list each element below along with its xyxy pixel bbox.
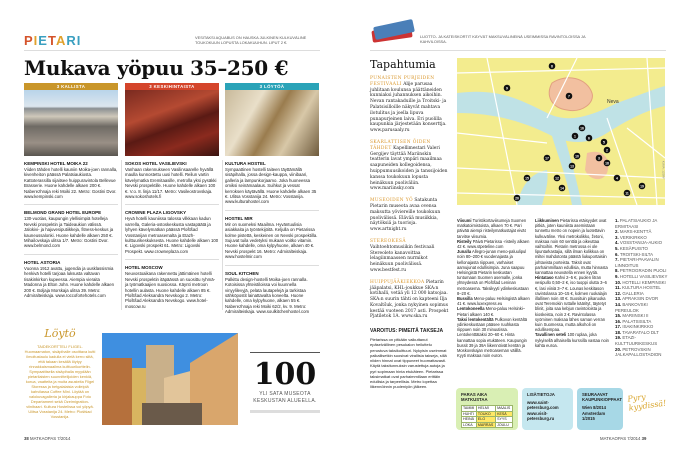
info-text: Allegro-junan meno-paluulipul noin 80–200 € vuodenajasta ja kellonajasta riippuen, varhaiset aamujunat edullisimpia. Juna saapuu Helsingistä Pietarin keskustan tuntumaan Suomen asemalle, jonka yhteydessä on Ploštšad Leninan metroasema. Taksikyyti ydinkeskustaan 8–20 €. <box>457 249 529 296</box>
link[interactable]: www.saint-petersburg.com <box>527 400 559 411</box>
info-key: Lentokoneella <box>457 306 485 312</box>
month-cell: HUHTI <box>462 411 477 417</box>
info-key: Junalla <box>457 249 472 255</box>
more-info-title: LISÄTIETOJA <box>527 392 555 397</box>
event-name: MUSEOIDEN YÖ <box>370 198 414 204</box>
legend-item <box>615 218 669 229</box>
map-marker-number: 18 <box>605 161 609 166</box>
photo-credit: KUVA: 123RF <box>661 160 666 180</box>
page-title: Mukava yöpuu 35–250 € <box>24 56 289 80</box>
divider <box>370 50 666 51</box>
river-label: Neva <box>607 99 619 105</box>
event-text: Kapellimestari Valeri Gergijev täyttää Mariinskin teatterin lavat ympäri maailmaa saapuneiden kollegoidensa, huippumuusikoiden ja tanssijoiden kanssa toukokuun lopusta heinäkuun puoliväliin. www.mariinsky.com <box>370 145 448 192</box>
month-cell: TOUKO <box>476 411 495 417</box>
column-midrange <box>125 83 219 314</box>
stat-caption: YLI SATA MUSEOTA KESKUSTAN ALUEELLA. <box>253 391 317 404</box>
event-text: Alije parusaa juhlitaan koulunsa päättäneiden kunniaksi juhannuksen aikoihin. Nevan rantakaduille ja Troitski- ja Palatsisilloille näkyvät mahtava ilotulitus ja joella lipuva punapurjeinen laiva. Eri puolilla kaupunkia järjestetään konserttja. www.parusaaly.ru <box>370 81 447 134</box>
legend-number: 5. <box>615 245 619 251</box>
info-text: Päivä Pietarissa -risteily alkaen 42 €. www.stpeteline.com <box>457 238 530 250</box>
legend-number: 17. <box>615 324 622 330</box>
legend-number: 14. <box>615 301 622 307</box>
best-time-title: PARAS AIKA MATKUSTAA <box>461 392 488 403</box>
section-logo <box>24 33 81 48</box>
info-text: Meno-paluu Helsingistä alkaen 41 €. www.luxexpress.eu <box>457 296 530 307</box>
months-table <box>461 405 513 428</box>
next-guide: Wien 8/2014 <box>582 405 606 411</box>
legend-number: 4. <box>615 240 619 246</box>
legend-label: TAVARATALO DLT <box>622 329 659 335</box>
legend-number: 16. <box>615 318 622 324</box>
hostel-photo <box>225 90 319 156</box>
map-marker-number: 15 <box>525 176 529 181</box>
page-footer-right <box>600 436 646 441</box>
event-name: PUNAISTEN PURJEIDEN FESTIVAALI <box>370 76 435 87</box>
hotel-description: Vuonna 1912 avattu, jugendia ja uusklassismia henkivä hotelli tarjoaa luksusta valtavan Iisakinkirkon kupeessa. Aiempia vieraita Madonna ja Elton John. Huone kahdelle alkaen 200 €. Boljaja Morskaja ulitsa 39. Metro: Admiralteiskaja. www.roccofortehotels.com <box>24 265 115 298</box>
hotel-name: SOKOS HOTEL VASILIEVSKI <box>125 161 187 166</box>
page-number: 38 <box>24 436 29 441</box>
legend-number: 10. <box>615 279 622 285</box>
events-title: Tapahtumia <box>370 58 436 71</box>
map-marker-number: 12 <box>555 176 559 181</box>
legend-label: MARS-KENTTÄ <box>619 229 652 235</box>
legend-label: MARIINSKI II <box>622 313 649 319</box>
magazine-name: MATKAOPAS 7/2014 <box>600 436 641 441</box>
hotel-description: Mir on suomeksi Maailma. Hyväntuulisia asiakkaita ja työntekijöitä. Keljulla on Pietarissa kolme pistettä, keskeinen on Nevski prospektilla. Sujuvat tuila vedetyksi mukaan voitko vitamin. Huone kahdelle, oma kylpyhuone, alkaen 40 €. Nevski prospekt 16. Metro: Admiralteiskaja. www.hostelmir.com <box>225 221 318 260</box>
hotel-name: KULTURA HOSTEL <box>225 161 266 166</box>
info-key: Bussilla <box>457 296 473 302</box>
logo-letter: I <box>33 33 39 48</box>
info-text: Meno-paluu Helsinki–Pietari alkaen 140 €. <box>457 306 526 317</box>
legend-label: ISAKINKIRKKO <box>622 324 654 330</box>
event-text: Satakunta Pietarin museota avaa ovensa maksutta yöviereille toukokuun puolivälissä. Elävää musiikkia, näytöksiä ja tuorioja. www.artnight.ru <box>370 198 441 233</box>
map-marker-number: 13 <box>570 164 574 169</box>
hotel-name: HOTEL MOSCOW <box>125 265 163 271</box>
legend-number: 8. <box>615 268 619 274</box>
info-paragraph <box>535 218 609 275</box>
month-cell: TAMMI <box>462 406 477 412</box>
hotel-room-photo <box>125 90 219 156</box>
next-guide: Amsterdam 1/2015 <box>582 410 606 421</box>
month-cell: ELO <box>476 417 495 423</box>
divider <box>222 160 223 310</box>
legend-number: 1. <box>615 218 619 223</box>
magazine-name: MATKAOPAS 7/2014 <box>29 436 71 441</box>
info-key: Hintataso <box>535 275 554 281</box>
legend-number: 6. <box>615 251 619 257</box>
courtyard-illustration <box>102 333 238 425</box>
header-note: LUOTTO- JA KATEISKORTIT KÄYVÄT MAKSUVÄLINEINÄ USEIMMISSA RAVINTOLOISSA JA KAHVILOISSA. <box>420 34 586 44</box>
event-name: HUIPPUJÄÄKIEKKOA <box>370 279 425 285</box>
page-footer-left <box>24 436 70 441</box>
map-marker-number: 6 <box>588 136 590 141</box>
event-text: Pietarin jääpalatsi, KHL-joukkue SKA:n kotihalli, vetää yli 12 000 katsojaa. SKA:n suurin tähti on kapteeni Ilja Kovaltšuk, jonka nykyinen sopimus kestää vuoteen 2017 asti. Prospekt Pjatiletok 1A. www.ska.ru <box>370 279 449 320</box>
logo-letter: A <box>55 33 67 48</box>
best-time-box <box>456 388 518 430</box>
map-marker-number: 19 <box>640 184 644 189</box>
divider <box>24 50 320 51</box>
legend-label: GALLERIA <box>622 290 644 296</box>
map-marker-number: 7 <box>568 94 570 99</box>
event-name: SKARLATTISEN ÖIDEN TÄHDET <box>370 139 431 151</box>
info-paragraph <box>457 317 531 359</box>
events-column <box>370 58 450 389</box>
info-column-1 <box>457 218 531 358</box>
column-label: 3 LÖYTÖÄ <box>225 83 319 90</box>
hotel-description: Hyvä hotelli kauniissa talossa vilkkaan kadun varrella, Galeria-ostoskeskusta vastapäätä ja lyhyen kävelymatkan päässä Ploštšad Vosstanijan metroasemalta ja Etazh-kulttuurikeskuksesta. Huone kahdelle alkaen 100 €. Ligovski prospekt 61. Metro: Ligovski Prospekt. www.crowneplaza.com <box>125 216 219 254</box>
info-key: Liikkuminen <box>535 218 559 223</box>
month-cell: SYYS <box>496 417 513 423</box>
warning-title: VAROITUS: PIMEITÄ TAKSEJA <box>370 328 444 335</box>
info-paragraph <box>457 239 531 249</box>
page-number: 39 <box>641 436 647 441</box>
info-paragraph <box>457 249 531 296</box>
hotel-name: BELMOND GRAND HOTEL EUROPE <box>24 210 102 216</box>
hotel-description: Neuvostoaikana rakennettu jättimäinen hotelli Nevski prospektin itäpäässä on suosittu ryhmä- ja työmatkaajien suosiossa. Käynti metroon hotellin aulasta. Huone kahdelle alkaen 85 €. Ploštšad Aleksandra Nevskogo 2. Metro: Ploštšad Aleksandra Nevskogo. www.hotel-moscow.ru <box>125 271 216 309</box>
map-marker-number: 3 <box>598 156 600 161</box>
legend-label: BANKOVSKI PEREULOK <box>615 301 648 313</box>
legend-label: PALATSISILTA <box>622 318 652 324</box>
legend-item <box>615 347 669 358</box>
map-legend <box>615 218 669 358</box>
map-graphic <box>457 58 665 205</box>
legend-label: APRAKSIN DVOR <box>622 296 659 302</box>
legend-label: KESÄPUISTO <box>619 245 648 251</box>
legend-number: 7. <box>615 257 619 263</box>
month-cell: KESÄ <box>496 411 513 417</box>
info-key: Tavallinen seteli <box>535 332 567 338</box>
column-label: 3 KALLISTA <box>24 83 118 90</box>
column-bargains <box>225 83 319 320</box>
hotel-description: Palkittu design-hostelli Moika-joen rannalla. Kotoisissa yhteistiloissa voi kuunnella vinyylilevyjä, pelata lautapelejä ja tarkistaa sähköpostit lainattavalta koneelta. Huone kahdelle, oma kylpyhuone, alkaen 55 €. Naberezhnaja reki Moiki 62/2, kv. 9. Metro: Admiralteiskaja. www.soulkitchenhostel.com <box>225 276 310 315</box>
map-marker-number: 5 <box>603 140 605 145</box>
logo-letter: R <box>66 33 77 48</box>
hotel-name: SOUL KITCHEN <box>225 270 259 276</box>
logo-letter: E <box>38 33 48 48</box>
map-marker-number: 17 <box>545 156 549 161</box>
greeting: Pyry kyydissä! <box>626 392 667 413</box>
hotel-name: CROWNE PLAZA LIGOVSKY <box>125 210 187 216</box>
legend-number: 9. <box>615 273 619 279</box>
legend-label: VERIKIRKKO <box>619 234 647 240</box>
more-info-box <box>522 388 573 430</box>
column-expensive <box>24 83 118 303</box>
month-cell: MAALIS <box>496 406 513 412</box>
info-key: Risteily <box>457 238 472 244</box>
map-marker-number: 16 <box>580 126 584 131</box>
info-paragraph <box>457 306 531 316</box>
info-column-2 <box>535 218 609 348</box>
legend-item <box>615 335 669 346</box>
legend-number: 15. <box>615 313 622 319</box>
hotel-description: Viiden tähden hotelli kauniin Moika-joen rannalla, kivenheiton päässä Palatsiaukiosta. Kattoterassilla sijaitsee huippuravintola Bellevue Brasserie. Huone kahdelle alkaen 200 €. Naberezhnaja reki Moiki 22. Metro: Gostini Dvor. www.kempinski.com <box>24 167 118 200</box>
logo-letter: I <box>76 33 82 48</box>
map-marker-number: 11 <box>625 191 629 196</box>
legend-label: PETROVSKIN JALKAPALLOSTADION <box>615 346 662 358</box>
info-text: Pietarissa etäisyydet ovat pitkiä, joten kauniista asemistaan tunnettu metro on nopein ja luotettavin kulkuväline. Yksi metrokolikko, žetoni, maksaa noin 60 senttiä ja oikeuttaa vaihtoihin. Pietarin metrossa ei ole lipuntarkastajia, sillä ilman kolikkoa on miltei mahdotonta päästä liukuportaisiin johtavista porteista. Taksit ovat parhaimmillaan edullisia, mutta hinnasta kannattaa neuvotella ennen kyytiä. <box>535 218 608 276</box>
map-marker-number: 2 <box>606 148 608 153</box>
next-guides-title: SEURAAVAT KAUPUNKIOPPAAT <box>582 392 622 403</box>
month-cell: HELMI <box>476 406 495 412</box>
event-name: STEREOKESÄ <box>370 238 406 244</box>
divider <box>121 160 122 310</box>
courtyard-photo <box>102 333 238 425</box>
find-heading: Löytö <box>44 327 76 340</box>
legend-label: KULTURA HOSTEL <box>622 285 661 291</box>
credit-cards-image <box>370 20 416 42</box>
stat-number: 100 <box>253 357 317 392</box>
month-cell: JOULU <box>496 422 513 428</box>
map-marker-number: 14 <box>560 186 564 191</box>
month-cell: MARRAS <box>476 422 495 428</box>
month-cell: LOKA <box>462 422 477 428</box>
info-key: Viisumi <box>457 218 472 223</box>
hotel-name: HOSTEL MIR <box>225 215 253 221</box>
hotel-name: HOTEL ASTORIA <box>24 259 61 265</box>
legend-label: TROITSKI-SILTA <box>619 251 654 257</box>
info-text: Pulkovon kentältä ydinkeskustaan pääsee ruuhkasta riippuen noin 30 minuutissa. Lentokenttätaksi 20–60 €. Hinta kannattaa sopia etukäteen. Kaupungin bussit 39 ja 39A liikennöivät kentän ja Moskovskajan metroaseman välillä. Kyyti maksaa noin euron. <box>457 316 528 359</box>
legend-number: 11. <box>615 285 621 291</box>
month-cell: HEINÄ <box>462 417 477 423</box>
legend-label: ETAZI-KULTTUURIKESKUS <box>615 335 658 347</box>
legend-number: 13. <box>615 296 622 302</box>
header-note: VESITAKSI AQUABUS ON HAUSKA JULKINEN KULKUVÄLINE TOUKOKUUN LOPUSTA LOKAKUUHUN. LIPUT 2 €. <box>195 35 307 45</box>
legend-number: 19. <box>615 335 622 341</box>
legend-item <box>615 257 669 268</box>
info-paragraph <box>457 218 531 239</box>
map-marker-number: 1 <box>574 134 576 139</box>
legend-label: PETROGRADIN PUOLI <box>619 268 667 274</box>
info-paragraph <box>535 332 609 348</box>
info-paragraph <box>535 275 609 332</box>
info-text: 100 ruplaa, joka nykyisellä alhaisella kurssilla vastaa noin kahta euroa. <box>535 332 609 348</box>
find-box <box>24 327 96 419</box>
event-text: Vaihtoehtomusiikin festivaali Stereoleto kanavoittaa lelagiinmaassen nurmikot heinäkuun puolivälissä. www.bestfest.ru <box>370 244 435 273</box>
next-guides-box <box>577 388 623 430</box>
legend-label: HOTELLI KEMPINSKI <box>622 279 666 285</box>
info-paragraph <box>457 296 531 306</box>
logo-letter: P <box>24 33 34 48</box>
legend-label: VOSSTANIJA-AUKIO <box>619 240 663 246</box>
legend-number: 12. <box>615 290 622 296</box>
map-marker-number: 8 <box>551 64 553 69</box>
legend-number: 18. <box>615 329 622 335</box>
hotel-description: 130-vuotias, kaupungin ylellisimpiä hotelleja Nevski prospektin ja Taideaukion välissä. Jalokivi- ja hajuvesiputiikkeja, fitness-keskus ja kauneussalonki. Huone kahdelle alkaen 250 €. Mihailovskaja ulitsa 1/7. Metro: Gostini Dvor. www.belmond.com <box>24 216 114 249</box>
hotel-description: Vanhaan rakennukseen Vasilinsaarelle hyvällä maulla kunnostettu uusi hotelli. Reilun vartin kävelymatka Eremitaasille, metrolla yksi pysäkki Nevski prospektille. Huone kahdelle alkaen 100 €. V.o. 8. linja 11/17. Metro: Vasileostrovskaja. www.sokoshotels.fi <box>125 167 217 200</box>
column-label: 3 KESKIHINTAISTA <box>125 83 219 90</box>
logo-letter: T <box>47 33 56 48</box>
info-key: Taksi lentokentältä <box>457 316 494 322</box>
find-text: TAIDEKORTTELI FLIGEL. Huomaamaton, sisäpihalle osoittava kutti ilmoitustaulu kadulla ei vielä kerro siitä, että takaan kesällä löytyy rinnakkaismaailma kulttuurikorttelin. Sympaattisella sisäpihalla myydään pietarilaisten suunnittelijoiden kenkiä, korua, vaatteita ja muita asusteita Fligel Storessa ja betgalalaisia voileipiä kahvilassa Coffee Mini. Löytää on valokuvagalleria ja kirjakauppa Foto Departament sekä Ozeimigration-viinibaari. Kultura Hostelissa voi yöpyä. Ulitsa Vosstanija 24. Metro: Ploštšad Vosstanija. <box>24 344 96 419</box>
info-text: Turistikortaviisumeja Suomen matkatoimistoista, alkaen 70 €. Pari päivää aiempi risteilymatkustajat eivät tarvitse viisumia. <box>457 218 527 239</box>
legend-item <box>615 302 669 313</box>
legend-label: PIETARI-PAAVALIN LINNOITUS <box>615 257 659 268</box>
map-marker-number: 9 <box>506 86 508 91</box>
map-marker-number: 4 <box>616 176 618 181</box>
legend-label: HOTELLI VASILIEVSKY <box>619 273 668 279</box>
legend-number: 20. <box>615 346 622 352</box>
museum-stat <box>250 352 320 413</box>
map-marker-number: 20 <box>515 196 519 201</box>
legend-number: 2. <box>615 229 619 235</box>
hotel-name: KEMPINSKI HOTEL MOIKA 22 <box>24 161 88 166</box>
map-marker-number: 10 <box>575 154 579 159</box>
link[interactable]: www.visit-petersburg.ru <box>527 410 555 421</box>
legend-label: PALATSIAUKIO JA ERMITAASI <box>615 218 658 229</box>
warning-text: Pietarissa on pitkään vaikuttanut epäselvällinen pesukalon heiluttelu perustuva taksikulttuuri. Nykyisin useimmat paikallisetkin suosivat virallisia takseja, sillä niiden hinnat ovat tippuneet huomattavasti. Käytä taksitunnuksin varustettuja autoja ja pyri sopimaan hinta etukäteen. Pietarissa taksimatkat ovat parhaimmillaan erittäin edullisia ja tarpeellisia. Metro lopettaa liikennöinnin puoleniyön jälkeen. <box>370 337 447 390</box>
city-map <box>457 58 665 205</box>
info-text: Kahvi 2–5 €, puolen litran vesipullo 0,50–2 €, iso tuoppi olutta 3–6 €, lasi viiniä 3–7 €. Lounas keskitason ravintolassa 10–15 €, kolmen ruokalajin illallinen noin 40 €. Suosituin pikaruoka ovat Teremokin ruttalle käärityt, täytetyt blinit, joita saa kebjun ravintoloista ja kioskeista, noin 2 €. Ravintolassa syöminen maksaa lähes saman verran kuin Suomessa, mutta alkoholi on edullisempaa. <box>535 275 607 333</box>
city-photo <box>24 90 118 156</box>
legend-number: 3. <box>615 234 619 240</box>
hotel-description: Sympaattinen hostelli taiteen täyttämällä sisäpihalla, jossa design-kauppa, viinibaari, galleria ja lampunkorjaamo. Joka huoneessa omiksi seinämaalaus. Suihkut ja vessat kerroksen käytävällä. Huone kahdelle alkaen 35 €. Ulitsa Vosstanija 24. Metro: Vosstanija. www.kulturahostel.com <box>225 167 317 205</box>
